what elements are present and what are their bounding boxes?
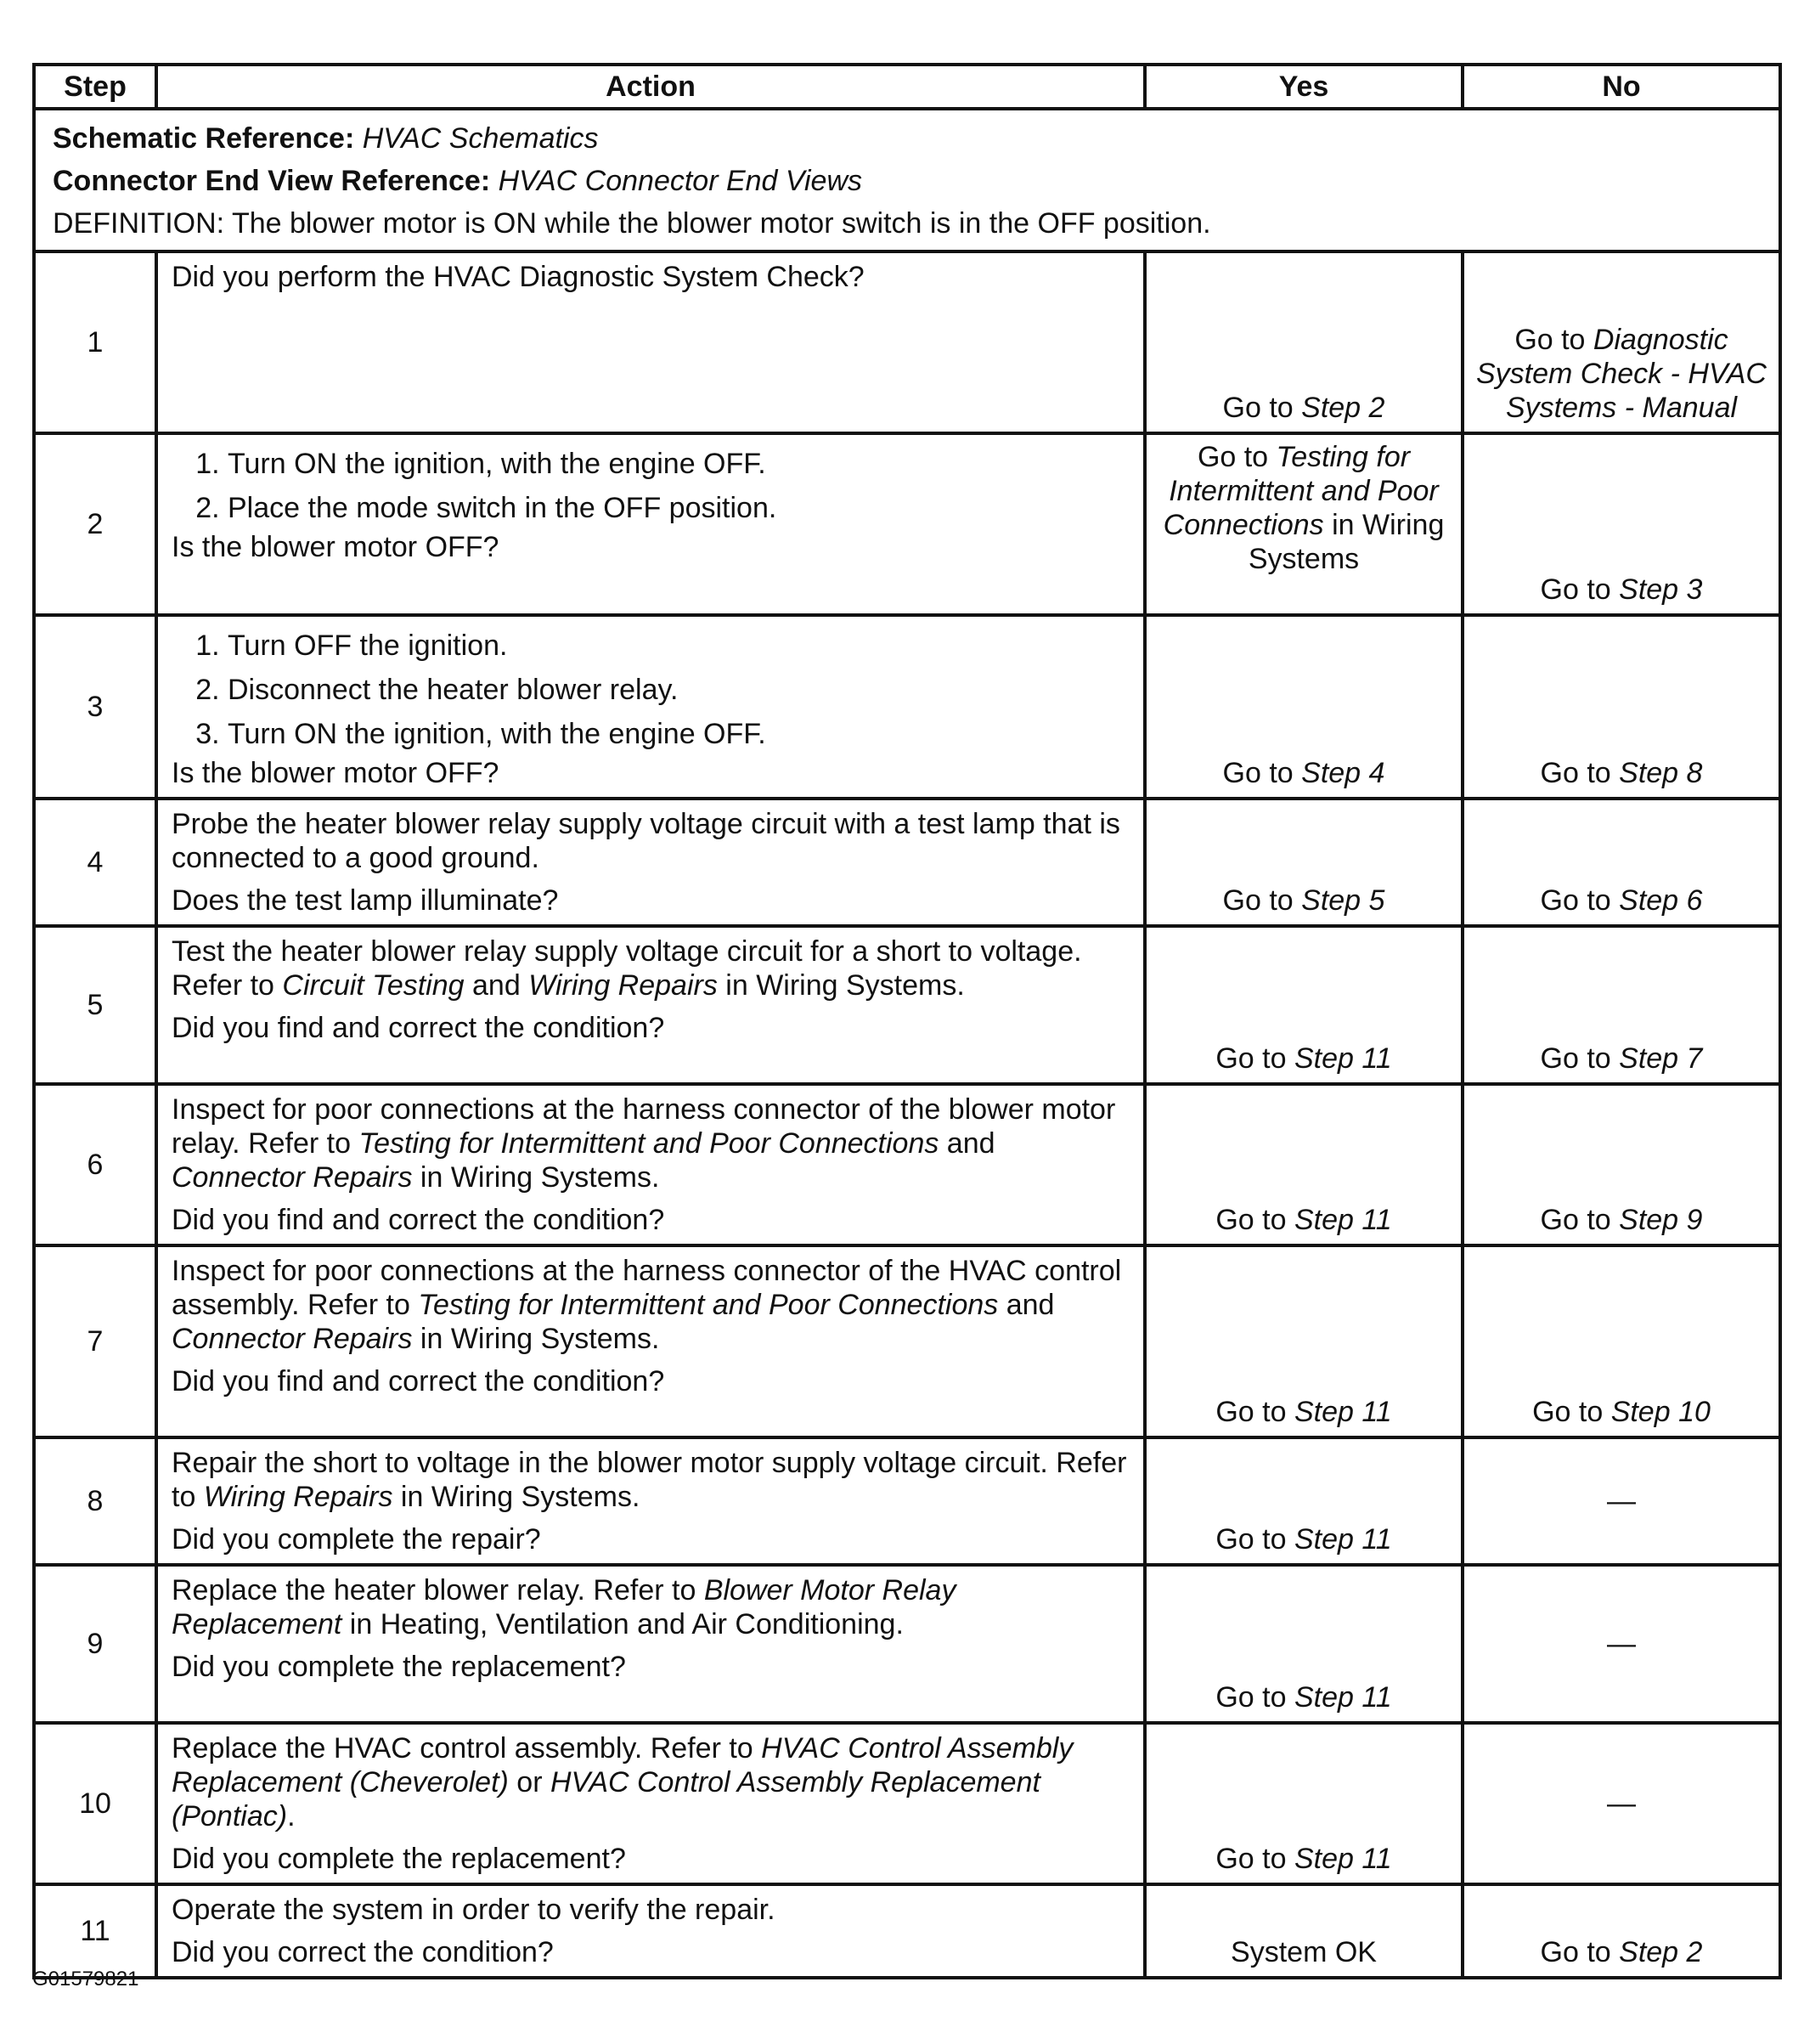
yes-cell: Go to Step 11 xyxy=(1145,926,1463,1084)
table-row xyxy=(34,615,1780,799)
yes-cell: Go to Step 4 xyxy=(1145,615,1463,799)
action-cell xyxy=(156,1723,1145,1884)
instruction: Operate the system in order to verify the repair. xyxy=(172,1894,775,1926)
question: Did you perform the HVAC Diagnostic System Check? xyxy=(172,261,865,293)
yes-cell: Go to Step 11 xyxy=(1145,1245,1463,1437)
action-cell xyxy=(156,926,1145,1084)
question: Is the blower motor OFF? xyxy=(172,531,499,563)
no-cell: Go to Diagnostic System Check - HVAC Systems - Manual xyxy=(1463,251,1780,433)
table-row xyxy=(34,926,1780,1084)
list-item: 3. Turn ON the ignition, with the engine OFF. xyxy=(228,712,1130,756)
step-number: 4 xyxy=(34,799,156,926)
question: Did you correct the condition? xyxy=(172,1936,554,1968)
yes-cell: Go to Step 11 xyxy=(1145,1437,1463,1565)
no-cell: Go to Step 8 xyxy=(1463,615,1780,799)
list-item: 2. Disconnect the heater blower relay. xyxy=(228,668,1130,712)
no-cell: Go to Step 9 xyxy=(1463,1084,1780,1245)
instruction: Inspect for poor connections at the harness connector of the blower motor relay. Refer to Testing for Intermittent and Poor Connections and Connector Repairs in Wiring Systems. xyxy=(172,1093,1116,1194)
step-number: 9 xyxy=(34,1565,156,1723)
step-number: 7 xyxy=(34,1245,156,1437)
table-row xyxy=(34,799,1780,926)
definition: DEFINITION: The blower motor is ON while the blower motor switch is in the OFF position. xyxy=(53,207,1211,240)
action-cell xyxy=(156,1084,1145,1245)
instruction: Replace the heater blower relay. Refer to Blower Motor Relay Replacement in Heating, Ventilation and Air Conditioning. xyxy=(172,1574,956,1640)
step-number: 5 xyxy=(34,926,156,1084)
diagnostic-table xyxy=(32,63,1782,1979)
reference-cell xyxy=(34,109,1780,251)
action-cell xyxy=(156,1884,1145,1978)
table-row xyxy=(34,1723,1780,1884)
yes-cell: System OK xyxy=(1145,1884,1463,1978)
yes-cell: Go to Step 5 xyxy=(1145,799,1463,926)
table-row xyxy=(34,433,1780,615)
action-cell xyxy=(156,251,1145,433)
action-cell xyxy=(156,1565,1145,1723)
step-number: 2 xyxy=(34,433,156,615)
header-action: Action xyxy=(156,65,1145,109)
step-number: 3 xyxy=(34,615,156,799)
question: Is the blower motor OFF? xyxy=(172,757,499,789)
list-item: 2. Place the mode switch in the OFF position. xyxy=(228,486,1130,530)
question: Did you find and correct the condition? xyxy=(172,1204,665,1236)
schematic-reference: Schematic Reference: HVAC Schematics xyxy=(53,122,599,155)
table-row xyxy=(34,1245,1780,1437)
no-cell: Go to Step 3 xyxy=(1463,433,1780,615)
no-cell: — xyxy=(1463,1437,1780,1565)
yes-cell: Go to Testing for Intermittent and Poor Connections in Wiring Systems xyxy=(1145,433,1463,615)
instruction: Test the heater blower relay supply voltage circuit for a short to voltage. Refer to Circuit Testing and Wiring Repairs in Wiring Systems. xyxy=(172,935,1082,1002)
question: Did you complete the replacement? xyxy=(172,1651,626,1683)
yes-cell: Go to Step 11 xyxy=(1145,1084,1463,1245)
header-step: Step xyxy=(34,65,156,109)
question: Did you complete the repair? xyxy=(172,1523,541,1556)
header-yes: Yes xyxy=(1145,65,1463,109)
step-number: 1 xyxy=(34,251,156,433)
action-cell xyxy=(156,433,1145,615)
table-row xyxy=(34,251,1780,433)
step-number: 6 xyxy=(34,1084,156,1245)
no-cell: Go to Step 2 xyxy=(1463,1884,1780,1978)
list-item: 1. Turn ON the ignition, with the engine OFF. xyxy=(228,442,1130,486)
reference-row xyxy=(34,109,1780,251)
instruction: Replace the HVAC control assembly. Refer to HVAC Control Assembly Replacement (Cheverolet) or HVAC Control Assembly Replacement (Pontiac). xyxy=(172,1732,1074,1832)
instruction: Probe the heater blower relay supply voltage circuit with a test lamp that is connected to a good ground. xyxy=(172,808,1120,874)
table-row xyxy=(34,1565,1780,1723)
instruction: Repair the short to voltage in the blower motor supply voltage circuit. Refer to Wiring Repairs in Wiring Systems. xyxy=(172,1447,1127,1513)
figure-id: G01579821 xyxy=(32,1968,139,1990)
table-row xyxy=(34,1884,1780,1978)
action-cell xyxy=(156,1437,1145,1565)
diagnostic-table-container xyxy=(32,63,1772,1979)
question: Does the test lamp illuminate? xyxy=(172,884,559,917)
step-number: 8 xyxy=(34,1437,156,1565)
action-cell xyxy=(156,799,1145,926)
step-number: 11 xyxy=(34,1884,156,1978)
action-cell xyxy=(156,615,1145,799)
table-row xyxy=(34,1084,1780,1245)
no-cell: Go to Step 7 xyxy=(1463,926,1780,1084)
no-cell: — xyxy=(1463,1565,1780,1723)
no-cell: Go to Step 10 xyxy=(1463,1245,1780,1437)
question: Did you find and correct the condition? xyxy=(172,1365,665,1397)
action-cell xyxy=(156,1245,1145,1437)
yes-cell: Go to Step 2 xyxy=(1145,251,1463,433)
numbered-list xyxy=(172,442,1130,530)
step-number: 10 xyxy=(34,1723,156,1884)
yes-cell: Go to Step 11 xyxy=(1145,1723,1463,1884)
yes-cell: Go to Step 11 xyxy=(1145,1565,1463,1723)
no-cell: Go to Step 6 xyxy=(1463,799,1780,926)
table-header-row xyxy=(34,65,1780,109)
instruction: Inspect for poor connections at the harness connector of the HVAC control assembly. Refer to Testing for Intermittent and Poor Connections and Connector Repairs in Wiring Systems. xyxy=(172,1255,1122,1355)
no-cell: — xyxy=(1463,1723,1780,1884)
numbered-list xyxy=(172,624,1130,756)
question: Did you complete the replacement? xyxy=(172,1843,626,1875)
table-row xyxy=(34,1437,1780,1565)
header-no: No xyxy=(1463,65,1780,109)
list-item: 1. Turn OFF the ignition. xyxy=(228,624,1130,668)
connector-reference: Connector End View Reference: HVAC Connector End Views xyxy=(53,165,862,197)
question: Did you find and correct the condition? xyxy=(172,1012,665,1044)
